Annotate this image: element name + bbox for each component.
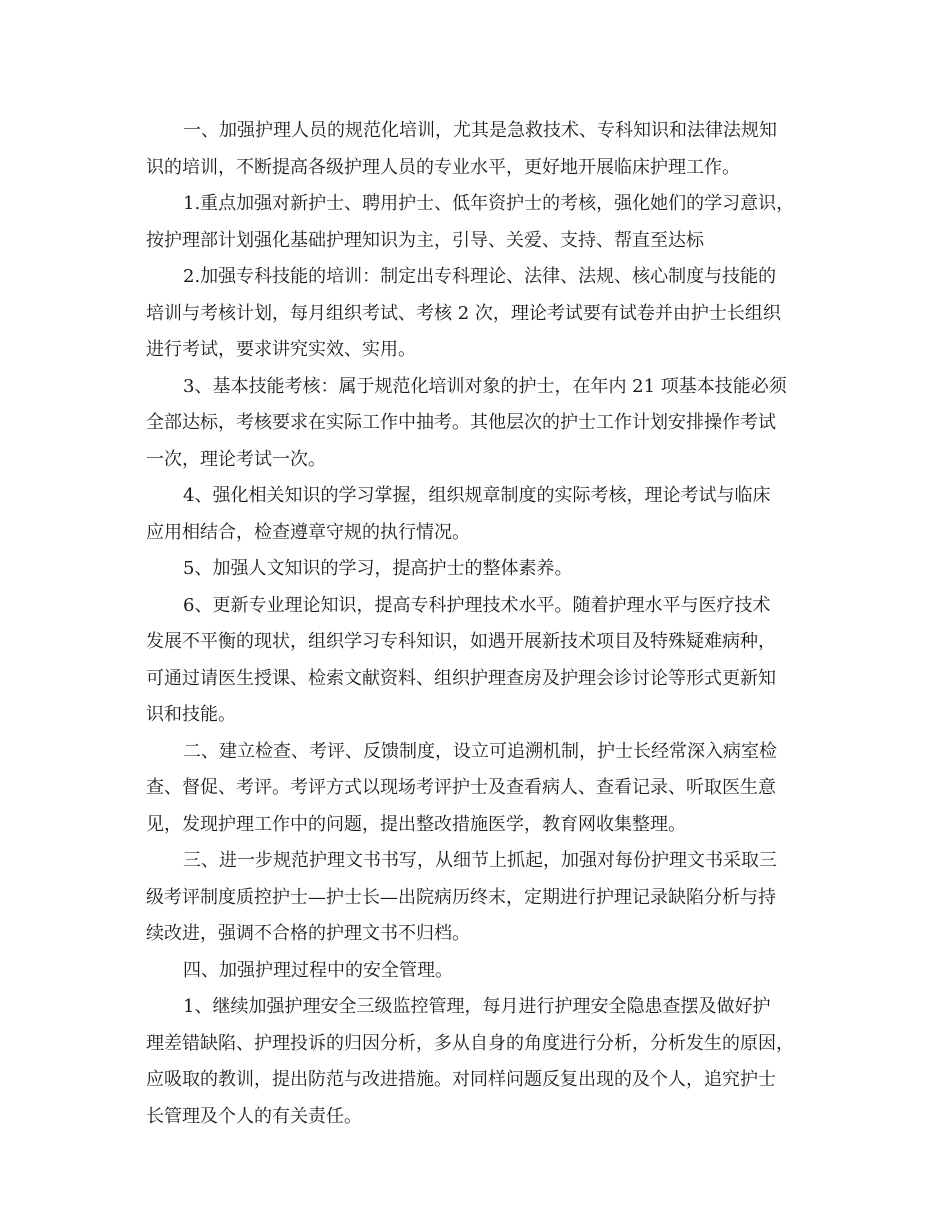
paragraph-first-line: 4、强化相关知识的学习掌握，组织规章制度的实际考核，理论考试与临床 bbox=[183, 485, 771, 506]
paragraph-line: 发展不平衡的现状，组织学习专科知识，如遇开展新技术项目及特殊疑难病种， bbox=[146, 631, 776, 652]
paragraph bbox=[146, 478, 806, 551]
paragraph-line: 进行考试，要求讲究实效、实用。 bbox=[146, 339, 416, 360]
paragraph-line: 续改进，强调不合格的护理文书不归档。 bbox=[146, 923, 470, 944]
paragraph-first-line: 二、建立检查、考评、反馈制度，设立可追溯机制，护士长经常深入病室检 bbox=[183, 740, 777, 762]
paragraph bbox=[146, 734, 806, 844]
paragraph-first-line: 一、加强护理人员的规范化培训，尤其是急救技术、专科知识和法律法规知 bbox=[183, 120, 777, 141]
paragraph-line: 长管理及个人的有关责任。 bbox=[146, 1105, 362, 1127]
paragraph bbox=[146, 953, 806, 990]
paragraph-first-line: 1、继续加强护理安全三级监控管理，每月进行护理安全隐患查摆及做好护 bbox=[183, 996, 771, 1017]
paragraph-line: 应吸取的教训，提出防范与改进措施。对同样问题反复出现的及个人，追究护士 bbox=[146, 1069, 776, 1090]
paragraph bbox=[146, 186, 806, 259]
paragraph-first-line: 6、更新专业理论知识，提高专科护理技术水平。随着护理水平与医疗技术 bbox=[183, 594, 771, 616]
paragraph-first-line: 四、加强护理过程中的安全管理。 bbox=[183, 959, 453, 981]
document-body bbox=[146, 113, 806, 1135]
paragraph bbox=[146, 843, 806, 953]
paragraph-line: 应用相结合，检查遵章守规的执行情况。 bbox=[146, 521, 470, 543]
paragraph-line: 识的培训，不断提高各级护理人员的专业水平，更好地开展临床护理工作。 bbox=[146, 156, 740, 178]
paragraph bbox=[146, 113, 806, 186]
paragraph-line: 培训与考核计划，每月组织考试、考核 2 次，理论考试要有试卷并由护士长组织 bbox=[146, 302, 781, 324]
paragraph-line: 查、督促、考评。考评方式以现场考评护士及查看病人、查看记录、听取医生意 bbox=[146, 777, 776, 798]
paragraph bbox=[146, 259, 806, 369]
paragraph-first-line: 5、加强人文知识的学习，提高护士的整体素养。 bbox=[183, 558, 573, 579]
paragraph-first-line: 三、进一步规范护理文书书写，从细节上抓起，加强对每份护理文书采取三 bbox=[183, 850, 777, 871]
paragraph-line: 按护理部计划强化基础护理知识为主，引导、关爱、支持、帮直至达标 bbox=[146, 229, 704, 251]
paragraph-line: 见，发现护理工作中的问题，提出整改措施医学，教育网收集整理。 bbox=[146, 813, 686, 835]
paragraph-line: 识和技能。 bbox=[146, 704, 236, 725]
paragraph-line: 一次，理论考试一次。 bbox=[146, 448, 326, 470]
paragraph-first-line: 3、基本技能考核：属于规范化培训对象的护士，在年内 21 项基本技能必须 bbox=[183, 375, 787, 397]
paragraph-first-line: 2.加强专科技能的培训：制定出专科理论、法律、法规、核心制度与技能的 bbox=[183, 266, 777, 287]
paragraph bbox=[146, 369, 806, 479]
paragraph bbox=[146, 989, 806, 1135]
paragraph-first-line: 1.重点加强对新护士、聘用护士、低年资护士的考核，强化她们的学习意识， bbox=[183, 193, 795, 214]
paragraph-line: 全部达标，考核要求在实际工作中抽考。其他层次的护士工作计划安排操作考试 bbox=[146, 412, 776, 433]
paragraph-line: 级考评制度质控护士—护士长—出院病历终末，定期进行护理记录缺陷分析与持 bbox=[146, 886, 776, 908]
paragraph-line: 可通过请医生授课、检索文献资料、组织护理查房及护理会诊讨论等形式更新知 bbox=[146, 667, 776, 689]
paragraph bbox=[146, 551, 806, 588]
paragraph bbox=[146, 588, 806, 734]
paragraph-line: 理差错缺陷、护理投诉的归因分析，多从自身的角度进行分析，分析发生的原因， bbox=[146, 1032, 794, 1054]
